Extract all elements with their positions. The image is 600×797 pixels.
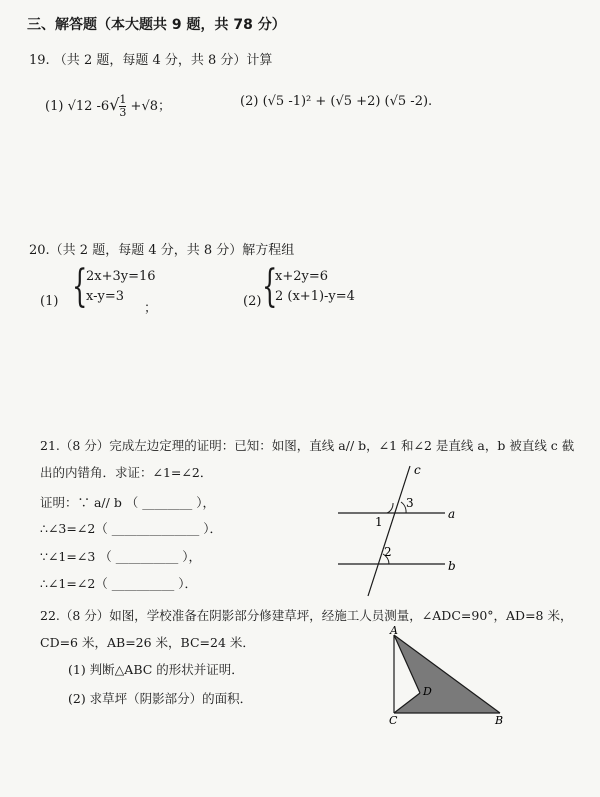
q19-part1-expr-a: √12 xyxy=(67,99,93,114)
q19-frac-num: 1 xyxy=(119,93,127,106)
q19-header: 19. （共 2 题，每题 4 分，共 8 分）计算 xyxy=(29,53,273,68)
q20-part2-eq2: 2 (x+1)-y=4 xyxy=(275,289,355,304)
q20-separator: ； xyxy=(144,301,158,316)
q21-proof-2: ∴∠3=∠2（ ______________ ）． xyxy=(40,521,222,536)
label-a: a xyxy=(448,507,456,521)
q20-header: 20.（共 2 题，每题 4 分，共 8 分）解方程组 xyxy=(29,243,295,258)
q21-proof-3: ∵∠1=∠3 （ __________ ）， xyxy=(40,549,201,564)
label-C: C xyxy=(389,714,398,725)
q20-part2-label: (2) xyxy=(243,294,262,309)
q19-part2-label: (2) xyxy=(240,94,259,109)
line-c xyxy=(368,466,410,596)
q22-line2: CD=6 米，AB=26 米，BC=24 米． xyxy=(40,635,255,650)
label-b: b xyxy=(448,559,456,573)
q21-line1: 21.（8 分）完成左边定理的证明：已知：如图，直线 a// b，∠1 和∠2 是直线 a，b 被直线 c 截 xyxy=(40,438,575,453)
q20-part2-eq1: x+2y=6 xyxy=(275,269,329,284)
q19-part1-expr-c: +√8； xyxy=(130,99,171,114)
q22-sub1: (1) 判断△ABC 的形状并证明． xyxy=(68,662,244,677)
label-B: B xyxy=(495,714,504,725)
q19-part1: (1) √12 -6√ $\frac{1}{3}$ +√8； xyxy=(45,93,171,119)
q19-frac-den: 3 xyxy=(119,106,127,119)
label-c: c xyxy=(414,463,421,477)
q22-line1: 22.（8 分）如图，学校准备在阴影部分修建草坪，经施工人员测量，∠ADC=90°，AD=8 米， xyxy=(40,608,573,623)
q21-proof-1: 证明：∵ a// b （ ________ ）， xyxy=(40,495,215,510)
label-D: D xyxy=(423,685,432,698)
section-title: 三、解答题（本大题共 9 题，共 78 分） xyxy=(27,17,286,33)
label-A: A xyxy=(390,625,398,637)
q20-part1-eq2: x-y=3 xyxy=(86,289,125,304)
q20-part2-brace: { xyxy=(262,261,278,312)
q22-sub2: (2) 求草坪（阴影部分）的面积． xyxy=(68,691,253,706)
q20-part1-label: (1) xyxy=(40,294,59,309)
q19-part1-label: (1) xyxy=(45,99,64,114)
label-2: 2 xyxy=(384,545,392,559)
q19-part2 xyxy=(240,94,432,109)
q19-part1-expr-b: -6 xyxy=(96,99,110,114)
label-1: 1 xyxy=(375,515,383,529)
q21-proof-4: ∴∠1=∠2（ __________ ）． xyxy=(40,576,197,591)
q19-part2-expr: (√5 -1)² + (√5 +2) (√5 -2). xyxy=(262,94,433,109)
q21-parallel-lines-figure xyxy=(330,460,470,600)
label-3: 3 xyxy=(406,496,414,510)
q22-triangle-figure xyxy=(380,625,510,725)
q20-part1-brace: { xyxy=(72,261,88,312)
q20-part1-eq1: 2x+3y=16 xyxy=(86,269,156,284)
q21-line2: 出的内错角．求证：∠1=∠2． xyxy=(40,465,213,480)
angle-1-arc xyxy=(387,503,393,513)
